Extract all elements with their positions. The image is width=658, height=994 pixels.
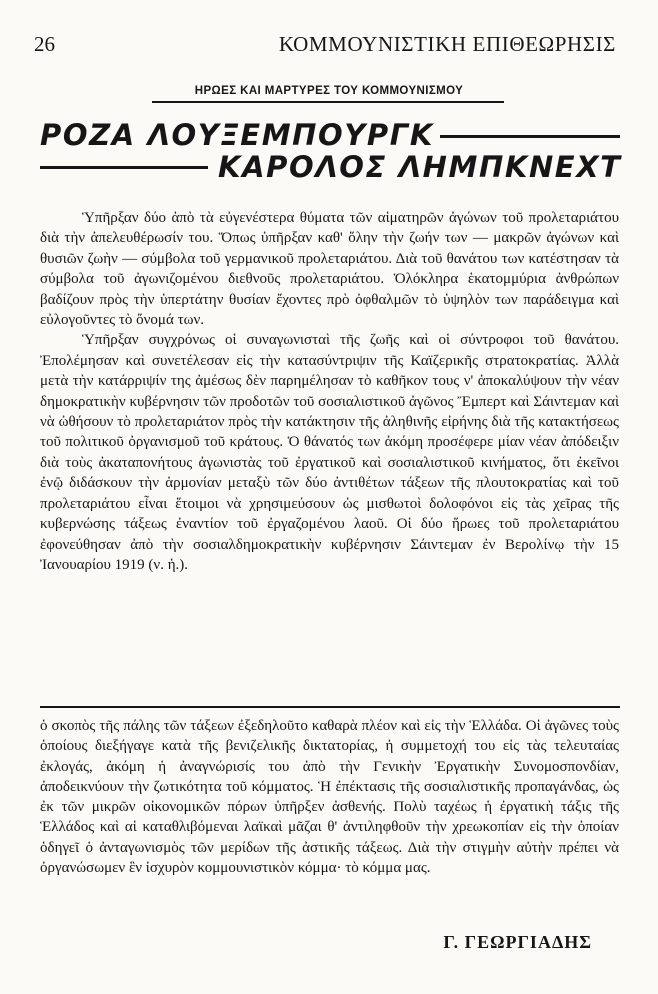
continued-article xyxy=(40,716,619,878)
article-paragraph-1: Ὑπῆρξαν δύο ἀπὸ τὰ εὐγενέστερα θύματα τῶν αἱματηρῶν ἀγώνων τοῦ προλεταριάτου διὰ τὴν ἀπελευθέρωσίν του. Ὅπως ὑπῆρξαν καθ' ὅλην τὴν ζωήν των — μακρῶν ἀγώνων καὶ θυσιῶν ζωὴν — σύμβολα τοῦ γερμανικοῦ προλεταριάτου. Διὰ τοῦ θανάτου των κατέστησαν τὰ σύμβολα τοῦ ἀγωνιζομένου διεθνοῦς προλεταριάτου. Ὁλόκληρα ἑκατομμύρια ἀνθρώπων βαδίζουν πρὸς τὴν ὑπερτάτην θυσίαν ἔχοντες πρὸ ὀφθαλμῶν τὸ ὑψηλὸν των παράδειγμα καὶ εὐλογοῦντες τὸ ὄνομά των. xyxy=(40,210,619,329)
article-paragraph-2: Ὑπῆρξαν συγχρόνως οἱ συναγωνισταὶ τῆς ζωῆς καὶ οἱ σύντροφοι τοῦ θανάτου. Ἐπολέμησαν καὶ συνετέλεσαν εἰς τὴν κατασύντριψιν τῆς Καϊζερικῆς στρατοκρατίας. Ἀλλὰ μετὰ τὴν κατάρριψίν της ἀμέσως δὲν παρημέλησαν τὸ καθῆκον τους ν' ἀποκαλύψουν τὴν νέαν δημοκρατικὴν κυβέρνησιν τῶν προδοτῶν τοῦ σοσιαλιστικοῦ ἀγῶνος Ἔμπερτ καὶ Σάιντεμαν καὶ νὰ ὠθήσουν τὸ προλεταριάτον πρὸς τὴν κατάκτησιν τῆς ἀληθινῆς εἰρήνης διὰ τῆς κατακτήσεως τοῦ πολιτικοῦ ὀργανισμοῦ τοῦ κράτους. Ὁ θάνατός των ἀκόμη προσέφερε μίαν νέαν ἀπόδειξιν διὰ τοὺς ἀκαταπονήτους ἀγωνιστὰς τοῦ ἐργατικοῦ καὶ σοσιαλιστικοῦ κινήματος, ὅτι ἐκεῖνοι ἐνῷ διδάσκουν τὴν ἁρμονίαν μεταξὺ τῶν δύο ἀντιθέτων τάξεων τῆς πλουτοκρατίας καὶ τοῦ προλεταριάτου εἶναι ἕτοιμοι νὰ χρησιμεύσουν ὡς μισθωτοὶ δολοφόνοι εἰς τὰς χεῖρας τῆς κυβερνώσης τάξεως ἐναντίον τοῦ ἐργαζομένου λαοῦ. Οἱ δύο ἥρωες τοῦ προλεταριάτου ἐφονεύθησαν ἀπὸ τὴν σοσιαλδημοκρατικὴν κυβέρνησιν Σάιντεμαν ἐν Βερολίνῳ τὴν 15 Ἰανουαρίου 1919 (ν. ἡ.). xyxy=(40,332,619,573)
section-label: ΗΡΩΕΣ ΚΑΙ ΜΑΡΤΥΡΕΣ ΤΟΥ ΚΟΜΜΟΥΝΙΣΜΟΥ xyxy=(194,85,464,97)
continued-paragraph: ὁ σκοπὸς τῆς πάλης τῶν τάξεων ἐξεδηλοῦτο καθαρὰ πλέον καὶ εἰς τὴν Ἑλλάδα. Οἱ ἀγῶνες τοὺς ὁποίους διεξήγαγε κατὰ τῆς βενιζελικῆς δικτατορίας, ἡ συμμετοχή του εἰς τὰς τελευταίας ἐκλογάς, ἀκόμη ἡ ἀναγνώρισίς του ἀπὸ τὴν Γενικὴν Ἐργατικὴν Συνομοσπονδίαν, ἀποδεικνύουν τὴν ζωτικότητα τοῦ κόμματος. Ἡ ἐπέκτασις τῆς σοσιαλιστικῆς προπαγάνδας, ὡς ἐκ τῶν μικρῶν οἰκονομικῶν πόρων ὑπῆρξεν ἀσθενής. Πολὺ ταχέως ἡ ἐργατικὴ τάξις τῆς Ἑλλάδος καὶ αἱ καταθλιβόμεναι λαϊκαὶ μᾶζαι θ' ἀντιληφθοῦν τὴν χρεωκοπίαν εἰς τὴν ὁποίαν ὁδηγεῖ ὁ ἀνταγωνισμὸς τῶν μερίδων τῆς ἀστικῆς τάξεως. Διὰ τὴν στιγμὴν αὐτὴν πρέπει νὰ ὀργανώσωμεν ἓν ἰσχυρὸν κομμουνιστικὸν κόμμα· τὸ κόμμα μας. xyxy=(40,718,619,877)
title-rule-2 xyxy=(40,166,208,169)
title-rule-1 xyxy=(440,135,620,138)
article-divider xyxy=(40,706,620,708)
author-signature: Γ. ΓΕΩΡΓΙΑΔΗΣ xyxy=(443,932,592,952)
running-head xyxy=(0,32,658,58)
article-body xyxy=(40,208,619,575)
journal-title: ΚΟΜΜΟΥΝΙΣΤΙΚΗ ΕΠΙΘΕΩΡΗΣΙΣ xyxy=(278,32,616,56)
title-line-2: ΚΑΡΟΛΟΣ ΛΗΜΠΚΝΕΧΤ xyxy=(218,150,622,184)
page-number: 26 xyxy=(34,32,55,56)
title-line-1: ΡΟΖΑ ΛΟΥΞΕΜΠΟΥΡΓΚ xyxy=(40,118,434,152)
section-rule xyxy=(152,101,504,103)
